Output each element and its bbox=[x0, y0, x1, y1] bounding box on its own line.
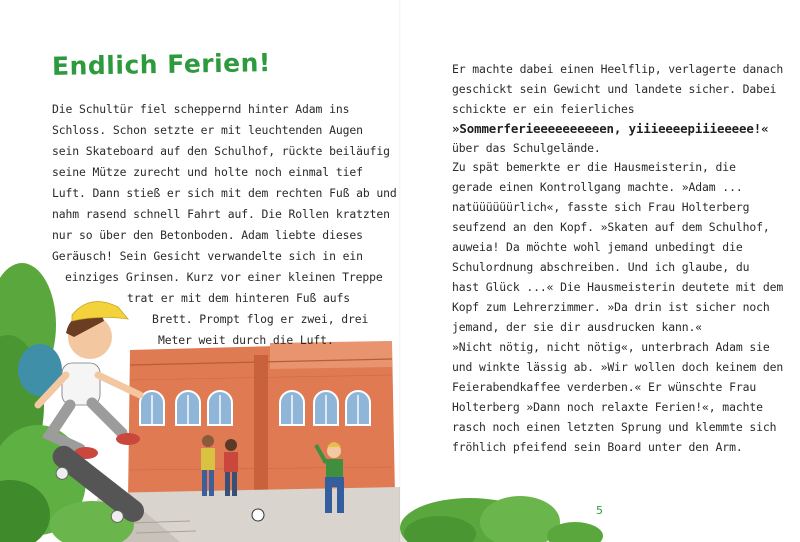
text-line: geschickt sein Gewicht und landete sicher. Dabei bbox=[452, 82, 777, 96]
text-line: Luft. Dann stieß er sich mit dem rechten Fuß ab und bbox=[52, 186, 397, 200]
page-number: 5 bbox=[596, 504, 603, 517]
exclamation-line: »Sommerferieeeeeeeeeen, yiiieeeepiiieeeee!« bbox=[452, 121, 769, 136]
text-line: Zu spät bemerkte er die Hausmeisterin, die bbox=[452, 160, 736, 174]
text-line: nahm rasend schnell Fahrt auf. Die Rollen kratzten bbox=[52, 207, 390, 221]
text-line: jemand, der sie dir ausdrucken kann.« bbox=[452, 320, 703, 334]
text-line: einziges Grinsen. Kurz vor einer kleinen Treppe bbox=[65, 270, 383, 284]
text-line: und winkte lässig ab. »Wir wollen doch keinem den bbox=[452, 360, 784, 374]
text-line: über das Schulgelände. bbox=[452, 141, 601, 155]
text-line: auweia! Da möchte wohl jemand unbedingt die bbox=[452, 240, 743, 254]
text-line: sein Skateboard auf den Schulhof, rückte beiläufig bbox=[52, 144, 390, 158]
text-line: rasch noch einen letzten Sprung und klemmte sich bbox=[452, 420, 777, 434]
text-line: Schulordnung abschreiben. Und ich glaube, du bbox=[452, 260, 750, 274]
text-line: Schloss. Schon setzte er mit leuchtenden Augen bbox=[52, 123, 363, 137]
text-line: seufzend an den Kopf. »Skaten auf dem Schulhof, bbox=[452, 220, 770, 234]
soccer-ball bbox=[252, 509, 264, 521]
text-line: Die Schultür fiel scheppernd hinter Adam ins bbox=[52, 102, 350, 116]
text-line: Kopf zum Lehrerzimmer. »Da drin ist sicher noch bbox=[452, 300, 770, 314]
gutter bbox=[399, 0, 401, 542]
text-line: natüüüüüürlich«, fasste sich Frau Holterberg bbox=[452, 200, 750, 214]
text-line: schickte er ein feierliches bbox=[452, 102, 635, 116]
text-line: »Nicht nötig, nicht nötig«, unterbrach Adam sie bbox=[452, 340, 770, 354]
text-line: seine Mütze zurecht und holte noch einmal tief bbox=[52, 165, 363, 179]
text-line: trat er mit dem hinteren Fuß aufs bbox=[127, 291, 351, 305]
text-line: hast Glück ...« Die Hausmeisterin deutete mit dem bbox=[452, 280, 784, 294]
text-line: gerade einen Kontrollgang machte. »Adam ... bbox=[452, 180, 743, 194]
school-building bbox=[128, 341, 395, 500]
text-line: Brett. Prompt flog er zwei, drei bbox=[152, 312, 369, 326]
text-line: Holterberg »Dann noch relaxte Ferien!«, machte bbox=[452, 400, 763, 414]
chapter-title: Endlich Ferien! bbox=[51, 48, 272, 81]
text-line: fröhlich pfeifend sein Board unter den Arm. bbox=[452, 440, 743, 454]
text-line: Feierabendkaffee verderben.« Er wünschte Frau bbox=[452, 380, 757, 394]
text-line: Geräusch! Sein Gesicht verwandelte sich in ein bbox=[52, 249, 363, 263]
text-line: nur so über den Betonboden. Adam liebte dieses bbox=[52, 228, 363, 242]
text-line: Er machte dabei einen Heelflip, verlagerte danach bbox=[452, 62, 784, 76]
text-line: Meter weit durch die Luft. bbox=[158, 333, 334, 347]
